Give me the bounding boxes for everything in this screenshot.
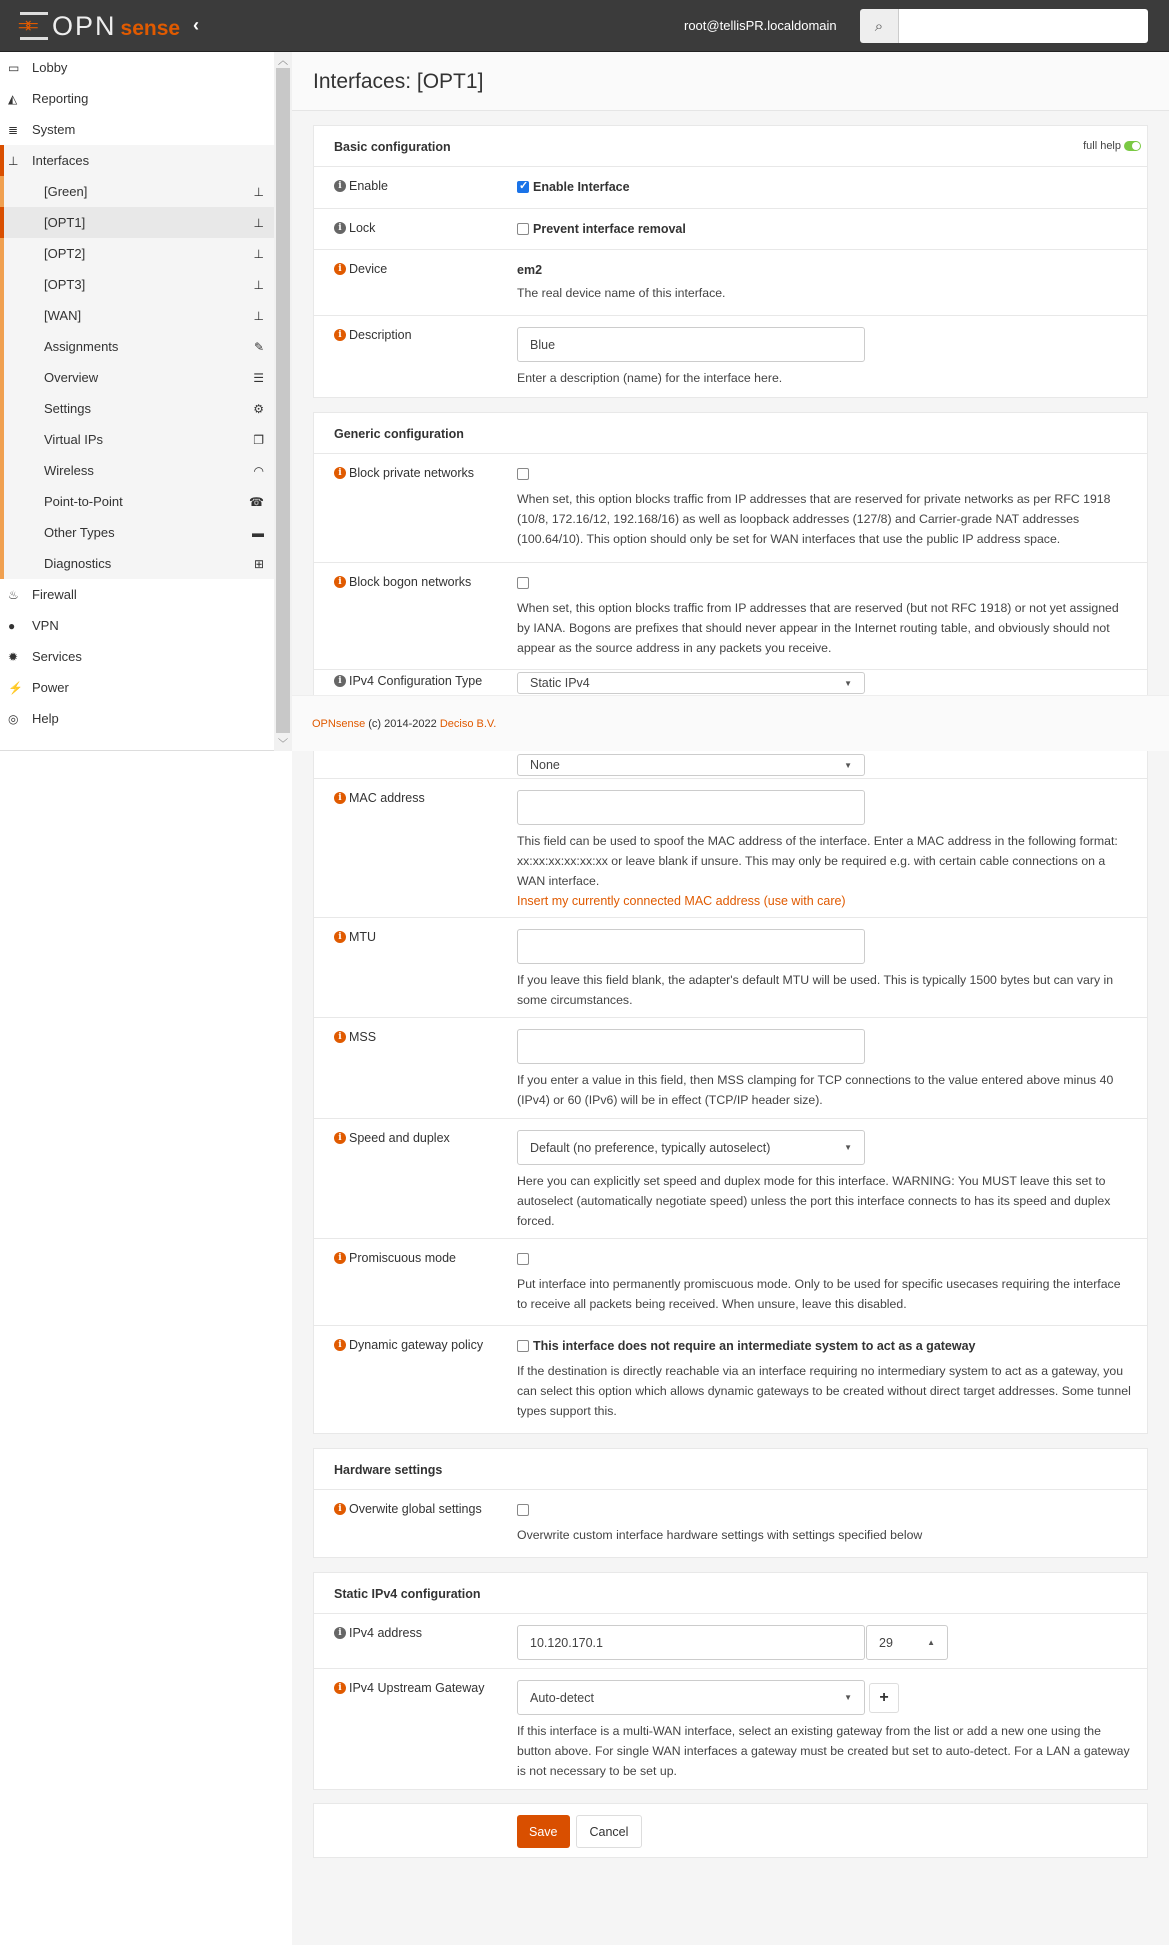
- sidebar-subitem-wan[interactable]: [0, 300, 274, 331]
- form-row-block-bogon-networks: [314, 563, 1147, 670]
- sidebar-item-reporting[interactable]: [0, 83, 274, 114]
- search-input[interactable]: [899, 9, 1148, 43]
- insert-mac-link[interactable]: Insert my currently connected MAC address (use with care): [517, 894, 846, 908]
- info-icon[interactable]: i: [334, 467, 346, 479]
- form-row-overwite-global-settings: [314, 1490, 1147, 1557]
- field-control: [517, 574, 1132, 658]
- sidebar-item-label: Power: [32, 680, 69, 695]
- sidebar-item-label: Virtual IPs: [44, 432, 104, 447]
- caret-down-icon: ▼: [844, 1143, 852, 1152]
- checkbox-label: Prevent interface removal: [533, 222, 686, 236]
- plug-icon: ⚡: [8, 680, 23, 695]
- block-private-networks-checkbox[interactable]: [517, 465, 1132, 483]
- checkbox[interactable]: [517, 1253, 529, 1265]
- field-label: [334, 575, 514, 589]
- sidebar-item-vpn[interactable]: [0, 610, 274, 641]
- sidebar-subitem-other-types[interactable]: [0, 517, 274, 548]
- checkbox[interactable]: [517, 1504, 529, 1516]
- panel-heading: [314, 1449, 1147, 1490]
- field-label: [334, 930, 514, 944]
- sidebar-item-label: Assignments: [44, 339, 119, 354]
- sidebar-item-label: [OPT1]: [44, 215, 86, 230]
- sidebar-subitem-opt2[interactable]: [0, 238, 274, 269]
- cog-icon: ✹: [8, 649, 19, 664]
- help-text: If this interface is a multi-WAN interface, select an existing gateway from the list or add a new one using the button above. For single WAN interfaces a gateway must be created but set to auto-detect. For a LAN a gateway is not necessary to be set up.: [517, 1724, 1130, 1778]
- panel-title: Generic configuration: [334, 427, 464, 441]
- field-label: [334, 1338, 514, 1352]
- panel-heading: [314, 126, 1147, 167]
- sidebar-item-label: Wireless: [44, 463, 94, 478]
- sitemap-icon: ⊥: [8, 153, 19, 168]
- sidebar-item-label: VPN: [32, 618, 59, 633]
- field-label-text: Block bogon networks: [349, 575, 472, 589]
- lock-checkbox[interactable]: [517, 220, 1132, 238]
- field-label-text: IPv4 address: [349, 1626, 422, 1640]
- promiscuous-mode-checkbox[interactable]: [517, 1250, 1132, 1268]
- opnsense-logo[interactable]: [20, 11, 180, 41]
- field-label-text: Description: [349, 328, 412, 342]
- add-gateway-button[interactable]: +: [869, 1683, 899, 1713]
- archive-icon: ▬: [252, 525, 264, 540]
- info-icon[interactable]: i: [334, 675, 346, 687]
- checkbox-label: Enable Interface: [533, 180, 630, 194]
- checkbox[interactable]: [517, 468, 529, 480]
- generic-configuration-panel: [313, 412, 1148, 1434]
- sidebar-item-label: Reporting: [32, 91, 89, 106]
- form-row-speed-and-duplex: [314, 1119, 1147, 1239]
- field-control: [517, 1337, 1132, 1421]
- save-button[interactable]: Save: [517, 1815, 570, 1848]
- sidebar-item-label: Lobby: [32, 60, 68, 75]
- sidebar-subitem-green[interactable]: [0, 176, 274, 207]
- wifi-icon: ◠: [253, 463, 264, 478]
- info-icon[interactable]: i: [334, 1132, 346, 1144]
- caret-down-icon: ▼: [844, 678, 852, 688]
- field-label-text: Enable: [349, 179, 388, 193]
- sidebar-item-system[interactable]: [0, 114, 274, 145]
- form-row-lock: [314, 209, 1147, 250]
- checkbox[interactable]: [517, 223, 529, 235]
- info-icon[interactable]: i: [334, 1031, 346, 1043]
- tty-icon: ☎: [249, 494, 264, 509]
- scroll-down-icon[interactable]: ﹀: [278, 739, 288, 750]
- field-label: [334, 221, 514, 235]
- field-control: [517, 261, 1132, 303]
- gateway-select[interactable]: [517, 1680, 865, 1715]
- sidebar-scrollbar[interactable]: [274, 52, 292, 751]
- field-label-text: IPv4 Upstream Gateway: [349, 1681, 485, 1695]
- panel-title: Hardware settings: [334, 1463, 443, 1477]
- device-name: em2: [517, 263, 543, 277]
- help-text: Enter a description (name) for the interface here.: [517, 371, 783, 385]
- panel-title: Basic configuration: [334, 140, 451, 154]
- hardware-settings-panel: [313, 1448, 1148, 1558]
- field-control: [517, 790, 1132, 911]
- info-icon[interactable]: i: [334, 1627, 346, 1639]
- sidebar-item-label: Overview: [44, 370, 99, 385]
- dynamic-gateway-policy-checkbox[interactable]: [517, 1337, 1132, 1355]
- sidebar-subitem-diagnostics[interactable]: [0, 548, 274, 579]
- description-input[interactable]: Blue: [517, 327, 865, 362]
- checkbox[interactable]: [517, 181, 529, 193]
- help-text: Here you can explicitly set speed and duplex mode for this interface. WARNING: You MUST leave this set to autoselect (automatically negotiate speed) unless the port this interface connects to has its speed and duplex forced.: [517, 1174, 1111, 1228]
- gateway-group: [517, 1680, 1132, 1715]
- speed-and-duplex-select[interactable]: [517, 1130, 865, 1165]
- form-row-mtu: [314, 918, 1147, 1018]
- form-actions: [313, 1803, 1148, 1858]
- info-icon[interactable]: i: [334, 576, 346, 588]
- sitemap-icon: ⊥: [253, 308, 264, 323]
- form-row-mss: [314, 1018, 1147, 1119]
- mss-input[interactable]: [517, 1029, 865, 1064]
- field-control: [517, 220, 1132, 238]
- laptop-icon: ▭: [8, 60, 20, 75]
- sidebar-subitem-point-to-point[interactable]: [0, 486, 274, 517]
- field-label: [334, 1131, 514, 1145]
- full-help-label: full help: [1083, 140, 1121, 152]
- panel-heading: [314, 413, 1147, 454]
- field-label: [334, 328, 514, 342]
- info-icon[interactable]: i: [334, 1682, 346, 1694]
- field-label-text: Overwite global settings: [349, 1502, 482, 1516]
- info-icon[interactable]: i: [334, 222, 346, 234]
- field-label-text: IPv4 Configuration Type: [349, 674, 483, 688]
- caret-down-icon: ▼: [844, 760, 852, 770]
- field-control: [517, 1625, 1132, 1660]
- help-text: When set, this option blocks traffic from IP addresses that are reserved for private networks as per RFC 1918 (10/8, 172.16/12, 192.168/16) as well as loopback addresses (127/8) and Carrier-grade NAT addresses (100.64/10). This option should only be set for WAN interfaces that use the public IP address space.: [517, 492, 1111, 546]
- page-footer: [292, 695, 1169, 751]
- pencil-icon: ✎: [253, 339, 264, 354]
- checkbox-label: This interface does not require an intermediate system to act as a gateway: [533, 1339, 976, 1353]
- sidebar-item-label: [OPT2]: [44, 246, 86, 261]
- field-control: [517, 1250, 1132, 1314]
- sidebar-item-label: Firewall: [32, 587, 77, 602]
- field-control: [517, 465, 1132, 549]
- static-ipv4-configuration-panel: [313, 1572, 1148, 1790]
- field-label-text: Promiscuous mode: [349, 1251, 456, 1265]
- field-control: [517, 327, 1132, 388]
- full-help-toggle[interactable]: [1083, 140, 1141, 152]
- field-label-text: Dynamic gateway policy: [349, 1338, 484, 1352]
- mtu-input[interactable]: [517, 929, 865, 964]
- block-bogon-networks-checkbox[interactable]: [517, 574, 1132, 592]
- field-label: [334, 466, 514, 480]
- ipv4-address-group: [517, 1625, 1132, 1660]
- sidebar-item-lobby[interactable]: [0, 52, 274, 83]
- info-icon[interactable]: i: [334, 1503, 346, 1515]
- field-label: [334, 791, 514, 805]
- info-icon[interactable]: i: [334, 931, 346, 943]
- selected-value: Default (no preference, typically autoselect): [530, 1140, 771, 1155]
- sidebar-item-firewall[interactable]: [0, 579, 274, 610]
- form-row-enable: [314, 167, 1147, 209]
- sitemap-icon: ⊥: [253, 215, 264, 230]
- sitemap-icon: ⊥: [253, 246, 264, 261]
- form-row-block-private-networks: [314, 454, 1147, 563]
- page-header: [292, 52, 1169, 111]
- info-icon[interactable]: i: [334, 180, 346, 192]
- field-label: [334, 1030, 514, 1044]
- page-title: Interfaces: [OPT1]: [313, 70, 484, 93]
- sidebar-item-label: Interfaces: [32, 153, 90, 168]
- sitemap-icon: ⊥: [253, 184, 264, 199]
- overwite-global-settings-checkbox[interactable]: [517, 1501, 1132, 1519]
- field-label-text: Lock: [349, 221, 376, 235]
- checkbox[interactable]: [517, 577, 529, 589]
- selected-value: 29: [879, 1635, 893, 1650]
- info-icon[interactable]: i: [334, 263, 346, 275]
- scroll-up-icon[interactable]: ︿: [278, 56, 288, 67]
- help-text: Put interface into permanently promiscuous mode. Only to be used for specific usecases requiring the interface to receive all packets being received. When unsure, leave this disabled.: [517, 1277, 1121, 1311]
- field-label-text: MAC address: [349, 791, 425, 805]
- field-label: [334, 1626, 514, 1640]
- ipv4-address-input[interactable]: 10.120.170.1: [517, 1625, 865, 1660]
- cancel-button[interactable]: Cancel: [576, 1815, 643, 1848]
- field-label-text: Block private networks: [349, 466, 475, 480]
- mac-address-input[interactable]: [517, 790, 865, 825]
- sidebar-item-label: Settings: [44, 401, 91, 416]
- cogs-icon: ⚙: [253, 401, 264, 416]
- help-text: If you leave this field blank, the adapter's default MTU will be used. This is typically 1500 bytes but can vary in some circumstances.: [517, 973, 1114, 1007]
- field-control: [517, 1680, 1132, 1781]
- subnet-mask-select[interactable]: [866, 1625, 948, 1660]
- sidebar-subitem-settings[interactable]: [0, 393, 274, 424]
- field-label-text: MTU: [349, 930, 377, 944]
- globe-icon: ●: [8, 618, 16, 633]
- sidebar-subitem-opt1[interactable]: [0, 207, 274, 238]
- sidebar-subitem-overview[interactable]: [0, 362, 274, 393]
- top-header: [0, 0, 1169, 52]
- fire-icon: ♨: [8, 587, 19, 602]
- tasks-icon: ☰: [253, 370, 264, 385]
- field-control: [517, 929, 1132, 1010]
- caret-down-icon: ▼: [844, 1693, 852, 1702]
- sidebar-item-power[interactable]: [0, 672, 274, 703]
- toggle-on-icon[interactable]: [1124, 141, 1141, 151]
- sidebar-subitem-virtual-ips[interactable]: [0, 424, 274, 455]
- sidebar-item-label: Services: [32, 649, 82, 664]
- footer-copyright: (c) 2014-2022: [368, 718, 437, 730]
- field-label: [334, 1681, 514, 1695]
- life-ring-icon: ◎: [8, 711, 19, 726]
- field-label: [334, 179, 514, 193]
- sidebar-item-interfaces[interactable]: [0, 145, 274, 176]
- sidebar-item-label: Point-to-Point: [44, 494, 123, 509]
- sidebar-item-label: Other Types: [44, 525, 115, 540]
- info-icon[interactable]: i: [334, 1252, 346, 1264]
- medkit-icon: ⊞: [253, 556, 264, 571]
- selected-value: Auto-detect: [530, 1690, 594, 1705]
- field-label-text: Speed and duplex: [349, 1131, 450, 1145]
- sidebar-item-services[interactable]: [0, 641, 274, 672]
- info-icon[interactable]: i: [334, 329, 346, 341]
- sidebar-item-help[interactable]: [0, 703, 274, 734]
- basic-configuration-panel: [313, 125, 1148, 398]
- form-row-promiscuous-mode: [314, 1239, 1147, 1326]
- sidebar: [0, 52, 274, 751]
- form-row-mac-address: [314, 779, 1147, 918]
- search-icon[interactable]: ⌕: [860, 9, 899, 43]
- logo-text-opn: OPN: [52, 10, 117, 41]
- help-text: The real device name of this interface.: [517, 286, 726, 300]
- sidebar-item-label: System: [32, 122, 76, 137]
- help-text: This field can be used to spoof the MAC address of the interface. Enter a MAC address in the following format: xx:xx:xx:xx:xx:xx or leave blank if unsure. This may only be required e.g. with certain cable connections on a WAN interface.: [517, 834, 1118, 888]
- copy-icon: ❐: [253, 432, 264, 447]
- scrollbar-thumb[interactable]: [276, 68, 290, 733]
- logo-mark-icon: [20, 12, 48, 40]
- enable-checkbox[interactable]: [517, 178, 1132, 196]
- sidebar-item-label: Diagnostics: [44, 556, 112, 571]
- selected-value: Static IPv4: [530, 676, 590, 690]
- user-account[interactable]: root@tellisPR.localdomain: [684, 18, 837, 33]
- server-icon: ≣: [8, 122, 19, 137]
- help-text: If the destination is directly reachable via an interface requiring no intermediary system to act as a gateway, you can select this option which allows dynamic gateways to be created without direct target addresses. Some tunnel types support this.: [517, 1364, 1131, 1418]
- field-control: [517, 1501, 1132, 1545]
- form-row-ipv4-address: [314, 1614, 1147, 1669]
- sitemap-icon: ⊥: [253, 277, 264, 292]
- checkbox[interactable]: [517, 1340, 529, 1352]
- footer-deciso-link[interactable]: Deciso B.V.: [439, 718, 497, 730]
- field-control: [517, 1029, 1132, 1110]
- field-label-text: MSS: [349, 1030, 377, 1044]
- sidebar-subitem-wireless[interactable]: [0, 455, 274, 486]
- sidebar-item-label: [OPT3]: [44, 277, 86, 292]
- form-row-dynamic-gateway-policy: [314, 1326, 1147, 1433]
- info-icon[interactable]: i: [334, 792, 346, 804]
- sidebar-subitem-assignments[interactable]: [0, 331, 274, 362]
- footer-opnsense-link[interactable]: OPNsense: [312, 718, 366, 730]
- form-row-ipv4-upstream-gateway: [314, 1669, 1147, 1789]
- ipv6-config-type-select[interactable]: [517, 754, 865, 776]
- caret-up-icon: ▲: [927, 1638, 935, 1647]
- area-chart-icon: ◭: [8, 91, 18, 106]
- field-control: [517, 178, 1132, 196]
- form-row-device: [314, 250, 1147, 316]
- selected-value: None: [530, 758, 560, 772]
- sidebar-blank-area: [0, 751, 292, 1945]
- help-text: Overwrite custom interface hardware settings with settings specified below: [517, 1528, 923, 1542]
- sidebar-item-label: [WAN]: [44, 308, 82, 323]
- info-icon[interactable]: i: [334, 1339, 346, 1351]
- form-row-description: [314, 316, 1147, 397]
- ipv4-config-type-select[interactable]: [517, 672, 865, 694]
- field-control: [517, 1130, 1132, 1231]
- panel-title: Static IPv4 configuration: [334, 1587, 481, 1601]
- field-label: [334, 262, 514, 276]
- sidebar-item-label: [Green]: [44, 184, 88, 199]
- field-label-text: Device: [349, 262, 388, 276]
- field-label: [334, 674, 514, 688]
- logo-text-sense: sense: [120, 17, 181, 40]
- field-label: [334, 1251, 514, 1265]
- sidebar-item-label: Help: [32, 711, 59, 726]
- panel-heading: [314, 1573, 1147, 1614]
- help-text: If you enter a value in this field, then MSS clamping for TCP connections to the value entered above minus 40 (IPv4) or 60 (IPv6) will be in effect (TCP/IP header size).: [517, 1073, 1114, 1107]
- help-text: When set, this option blocks traffic from IP addresses that are reserved (but not RFC 1918) or not yet assigned by IANA. Bogons are prefixes that should never appear in the Internet routing table, and obviously should not appear as the source address in any packets you receive.: [517, 601, 1119, 655]
- collapse-sidebar-chevron-left-icon[interactable]: ‹: [193, 15, 199, 35]
- search-group: [860, 9, 1148, 43]
- field-label: [334, 1502, 514, 1516]
- sidebar-subitem-opt3[interactable]: [0, 269, 274, 300]
